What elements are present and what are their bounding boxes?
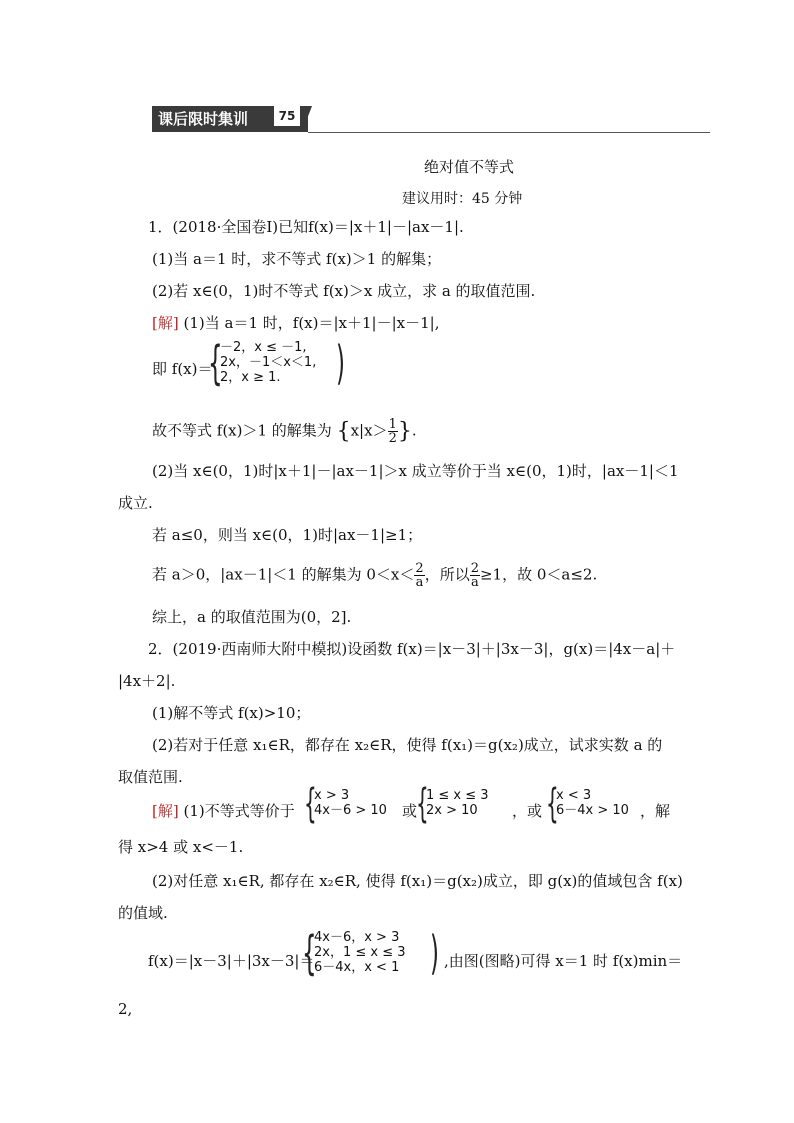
problem-2-solution-1: [解] (1)不等式等价于 <box>152 802 295 820</box>
problem-1-solution-line-1 <box>152 312 439 333</box>
problem-1-case-a-le-0: 若 a≤0，则当 x∈(0，1)时|ax－1|≥1； <box>152 526 423 544</box>
problem-1-question-2: (2)若 x∈(0，1)时不等式 f(x)＞x 成立，求 a 的取值范围. <box>152 282 536 300</box>
doc-title: 绝对值不等式 <box>424 158 515 176</box>
fraction-2-over-a: $\frac{2}{a}$ <box>415 561 424 590</box>
piecewise-case-3: 2，x ≥ 1. <box>220 370 281 385</box>
banner-rule <box>308 132 710 133</box>
problem-2-solution-1-suffix: ，解 <box>640 802 671 820</box>
system-b-brace-icon: { <box>416 781 429 827</box>
problem-2-fx-suffix: ,由图(图略)可得 x＝1 时 f(x)min＝ <box>444 952 683 970</box>
problem-2-fx-prefix: f(x)＝|x－3|＋|3x－3|＝ <box>148 952 315 970</box>
solution-label: [解] <box>152 314 179 332</box>
problem-1-ji-label: 即 f(x)＝ <box>152 360 213 378</box>
banner-title: 课后限时集训 <box>152 106 308 132</box>
fraction-2-over-a-second: $\frac{2}{a}$ <box>470 561 479 590</box>
problem-2-heading-cont: |4x＋2|. <box>118 672 176 690</box>
solution-label-2: [解] <box>152 802 179 820</box>
system-c: x < 3 6－4x > 10 <box>556 788 629 818</box>
problem-2-question-1: (1)解不等式 f(x)>10； <box>152 704 311 722</box>
banner-tail-shape <box>302 106 312 132</box>
piecewise-case-1: －2，x ≤ －1, <box>220 340 307 355</box>
problem-2-last-line: 2, <box>118 1000 133 1018</box>
problem-1-conclusion: 综上，a 的取值范围为(0，2]. <box>152 608 352 626</box>
solution-set-inner: x|x＞ <box>350 421 388 440</box>
problem-2-solution-2a: (2)对任意 x₁∈R, 都存在 x₂∈R, 使得 f(x₁)＝g(x₂)成立，即 g(x)的值域包含 f(x) <box>152 872 683 890</box>
right-paren-icon: ) <box>336 336 345 390</box>
problem-2-question-2a: (2)若对于任意 x₁∈R，都存在 x₂∈R，使得 f(x₁)＝g(x₂)成立，试求实数 a 的 <box>152 736 663 754</box>
or-word-2: ，或 <box>512 802 543 820</box>
piecewise-2-brace-icon: { <box>302 926 317 980</box>
set-open-brace-icon: { <box>336 419 351 444</box>
section-banner <box>152 102 710 136</box>
left-brace-icon: { <box>208 336 223 390</box>
problem-2-heading: 2．(2019·西南师大附中模拟)设函数 f(x)＝|x－3|＋|3x－3|，g(x)＝|4x－a|＋ <box>148 640 676 658</box>
problem-1-heading: 1．(2018·全国卷Ⅰ)已知f(x)＝|x＋1|－|ax－1|. <box>148 218 464 236</box>
system-c-brace-icon: { <box>546 781 559 827</box>
set-close-brace-icon: } <box>397 419 412 444</box>
problem-2-piecewise: 4x－6，x > 3 2x，1 ≤ x ≤ 3 6－4x，x < 1 <box>314 930 406 975</box>
or-word-1: 或 <box>402 802 418 820</box>
system-b: 1 ≤ x ≤ 3 2x > 10 <box>426 788 489 818</box>
problem-2-question-2b: 取值范围. <box>118 768 183 786</box>
problem-1-question-1: (1)当 a＝1 时，求不等式 f(x)＞1 的解集； <box>152 250 442 268</box>
fraction-one-half: $\frac{1}{2}$ <box>388 417 397 446</box>
solution-set-prefix: 故不等式 f(x)＞1 的解集为 <box>152 421 332 440</box>
time-hint: 建议用时：45 分钟 <box>402 191 523 207</box>
problem-1-solution-2b: 成立. <box>118 494 153 512</box>
problem-1-solution-2a: (2)当 x∈(0，1)时|x＋1|－|ax－1|＞x 成立等价于当 x∈(0，1)时，|ax－1|＜1 <box>152 462 679 480</box>
piecewise-case-2: 2x，－1＜x＜1, <box>220 355 317 370</box>
piecewise-2-paren-icon: ) <box>430 926 439 980</box>
problem-2-solution-1-end: 得 x>4 或 x<－1. <box>118 838 244 856</box>
problem-1-piecewise <box>220 340 316 385</box>
problem-1-solution-set: 故不等式 f(x)＞1 的解集为 {x|x＞ $\frac{1}{2}$ }. <box>152 417 417 446</box>
system-a-brace-icon: { <box>304 781 317 827</box>
problem-2-solution-2b: 的值域. <box>118 904 168 922</box>
system-a: x > 3 4x－6 > 10 <box>314 788 387 818</box>
problem-1-case-a-gt-0: 若 a＞0，|ax－1|＜1 的解集为 0＜x＜ $\frac{2}{a}$ ，所以 $\frac{2}{a}$ ≥1，故 0＜a≤2. <box>152 561 598 590</box>
solution-text: (1)当 a＝1 时，f(x)＝|x＋1|－|x－1|, <box>183 314 440 332</box>
banner-number: 75 <box>274 106 300 126</box>
